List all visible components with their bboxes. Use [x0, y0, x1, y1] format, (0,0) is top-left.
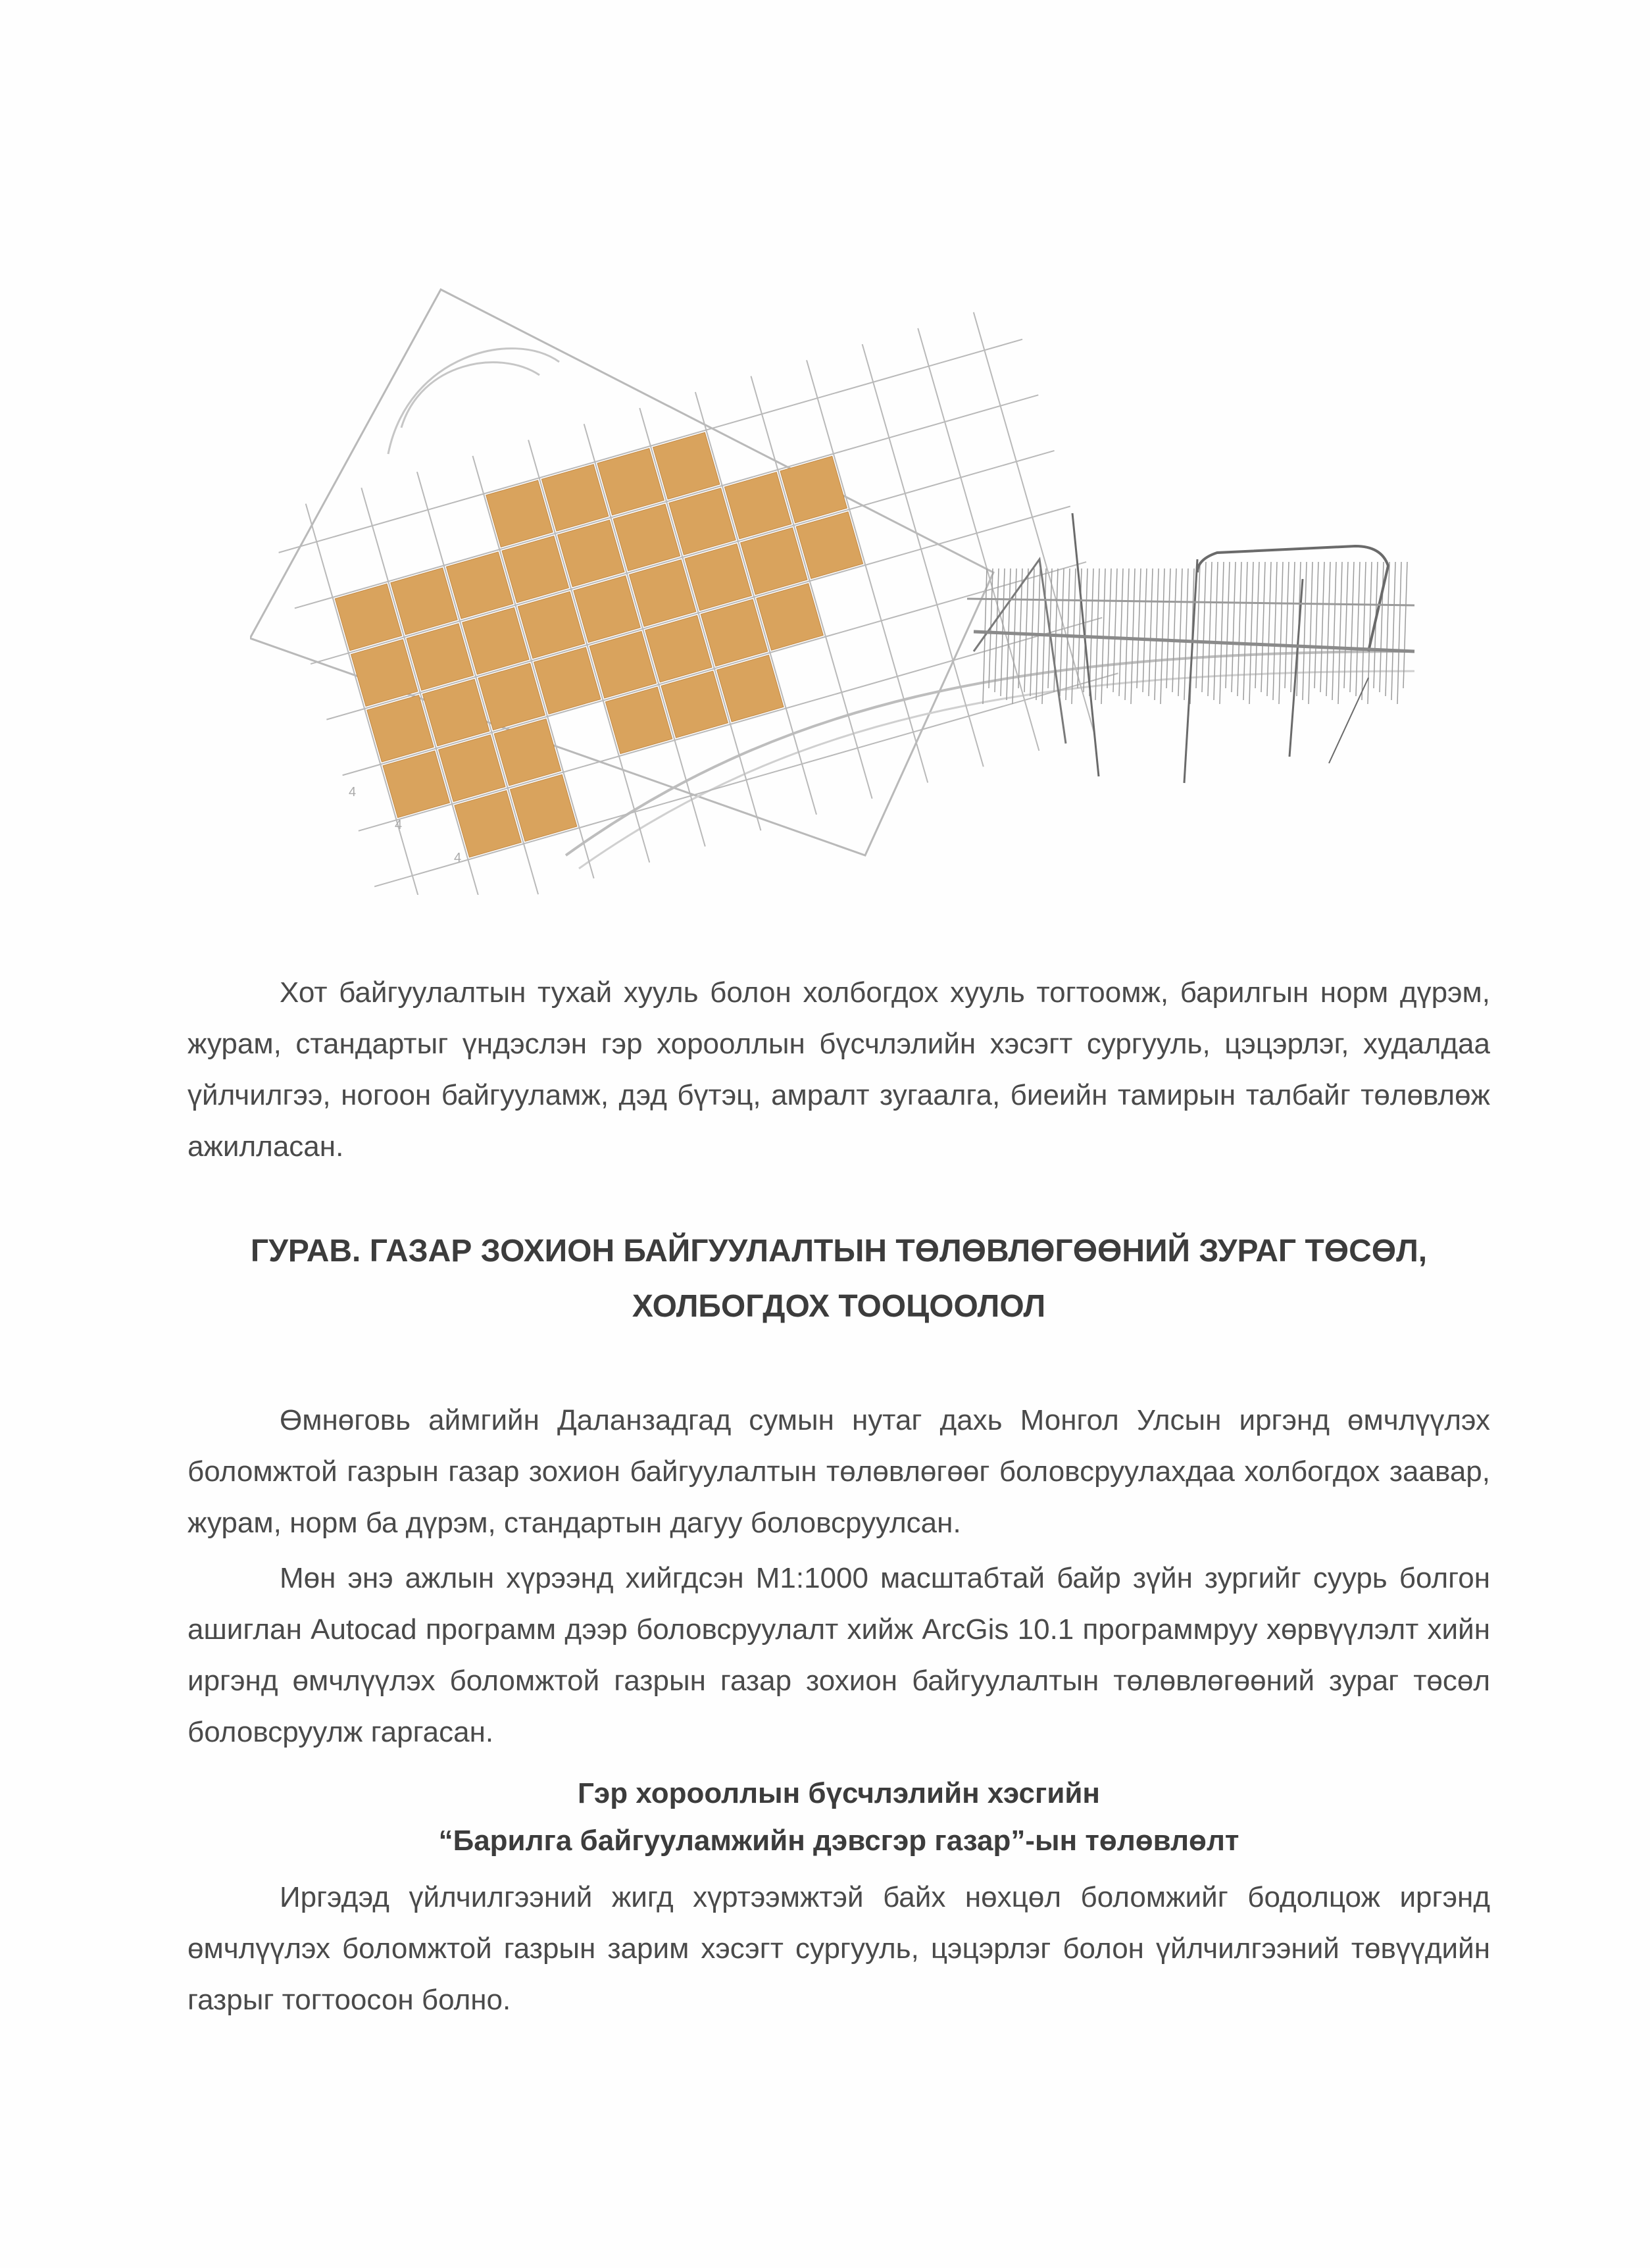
hatch-line: [1107, 568, 1111, 688]
hatch-line: [1249, 562, 1253, 704]
hatch-line: [1060, 568, 1064, 696]
hatch-line: [1232, 562, 1236, 692]
hatch-line: [1368, 562, 1372, 704]
hatch-line: [1314, 562, 1318, 688]
dim-label-3: 4: [454, 851, 462, 865]
hatch-line: [1243, 562, 1247, 700]
hatch-line: [1013, 568, 1016, 704]
hatch-line: [1214, 562, 1218, 700]
hatch-line: [1119, 568, 1123, 696]
hatch-line: [1226, 562, 1230, 688]
dim-label-1: 4: [349, 785, 357, 799]
hatch-line: [1279, 562, 1283, 704]
section-heading-line-1: ГУРАВ. ГАЗАР ЗОХИОН БАЙГУУЛАЛТЫН ТӨЛӨВЛӨГӨӨНИЙ ЗУРАГ ТӨСӨЛ,: [250, 1234, 1428, 1269]
hatch-line: [1184, 568, 1188, 700]
site-plan-drawing: [250, 283, 1421, 895]
grid-line: [974, 313, 1095, 735]
section-heading: [188, 1224, 1490, 1334]
hatch-line: [1149, 568, 1153, 696]
hatch-line: [1391, 562, 1395, 700]
hatch-line: [1350, 562, 1354, 692]
hatch-line: [1095, 568, 1099, 700]
hatch-line: [1397, 562, 1401, 704]
hatch-line: [1403, 562, 1407, 688]
hatch-line: [1089, 568, 1093, 696]
hatch-line: [1024, 568, 1028, 692]
paragraph-1: Хот байгуулалтын тухай хууль болон холбогдох хууль тогтоомж, барилгын норм дүрэм, журам, стандартыг үндэслэн гэр хорооллын бүсчлэлийн хэсэгт сургууль, цэцэрлэг, худалдаа үйлчилгээ, ногоон байгууламж, дэд бүтэц, амралт зугаалга, биеийн тамирын талбайг төлөвлөж ажилласан.: [188, 976, 1490, 1163]
grid-line: [863, 344, 984, 767]
hatch-line: [1137, 568, 1141, 688]
hatch-line: [1238, 562, 1241, 696]
hatch-line: [1261, 562, 1265, 692]
dim-label-2: 4: [395, 818, 403, 832]
hatch-line: [1172, 568, 1176, 692]
paragraph-4: Иргэдэд үйлчилгээний жигд хүртээмжтэй байх нөхцөл боломжийг бодолцож иргэнд өмчлүүлэх боломжтой газрын зарим хэсэгт сургууль, цэцэрлэг болон үйлчилгээний төвүүдийн газрыг тогтоосон болно.: [188, 1881, 1490, 2016]
hatch-line: [1344, 562, 1348, 688]
hatch-line: [1161, 568, 1164, 704]
plot-grid: [268, 301, 1133, 895]
grid-line: [918, 328, 1039, 751]
paragraph-2: Өмнөговь аймгийн Даланзадгад сумын нутаг дахь Монгол Улсын иргэнд өмчлүүлэх боломжтой газрын газар зохион байгуулалтын төлөвлөгөөг боловсруулахдаа холбогдох заавар, журам, норм ба дүрэм, стандартын дагуу боловсруулсан.: [188, 1404, 1490, 1539]
hatch-line: [1202, 562, 1206, 692]
hatch-line: [1030, 568, 1034, 696]
hatch-line: [1273, 562, 1277, 700]
subheading-line-2: “Барилга байгууламжийн дэвсгэр газар”-ын төлөвлөлт: [438, 1825, 1239, 1857]
hatch-line: [1166, 568, 1170, 688]
paragraph-3: Мөн энэ ажлын хүрээнд хийгдсэн М1:1000 масштабтай байр зүйн зургийг суурь болгон ашиглан Autocad программ дээр боловсруулалт хийж ArcGis 10.1 программруу хөрвүүлэлт хийн иргэнд өмчлүүлэх боломжтой газрын газар зохион байгуулалтын төлөвлөгөөний зураг төсөл боловсруулж гаргасан.: [188, 1562, 1490, 1748]
hatch-line: [1356, 562, 1360, 696]
hatch-line: [1255, 562, 1259, 688]
section-heading-line-2: ХОЛБОГДОХ ТООЦООЛОЛ: [632, 1289, 1046, 1324]
subheading-line-1: Гэр хорооллын бүсчлэлийн хэсгийн: [577, 1777, 1101, 1809]
hatch-line: [1326, 562, 1330, 696]
hatch-line: [1285, 562, 1289, 688]
subheading: [188, 1770, 1490, 1865]
hatch-line: [1380, 562, 1384, 692]
hatch-line: [1267, 562, 1271, 696]
hatch-line: [1131, 568, 1135, 704]
hatch-line: [1338, 562, 1342, 704]
built-up-area: [967, 513, 1414, 783]
hatch-line: [1332, 562, 1336, 700]
hatch-line: [1143, 568, 1147, 692]
hatch-line: [1309, 562, 1312, 704]
arc-road: [401, 363, 539, 428]
site-plan-figure: [250, 283, 1421, 895]
hatch-line: [1386, 562, 1389, 696]
hatch-line: [1178, 568, 1182, 696]
hatch-line: [1125, 568, 1129, 700]
hatch-line: [1220, 562, 1224, 704]
hatch-line: [1362, 562, 1366, 700]
